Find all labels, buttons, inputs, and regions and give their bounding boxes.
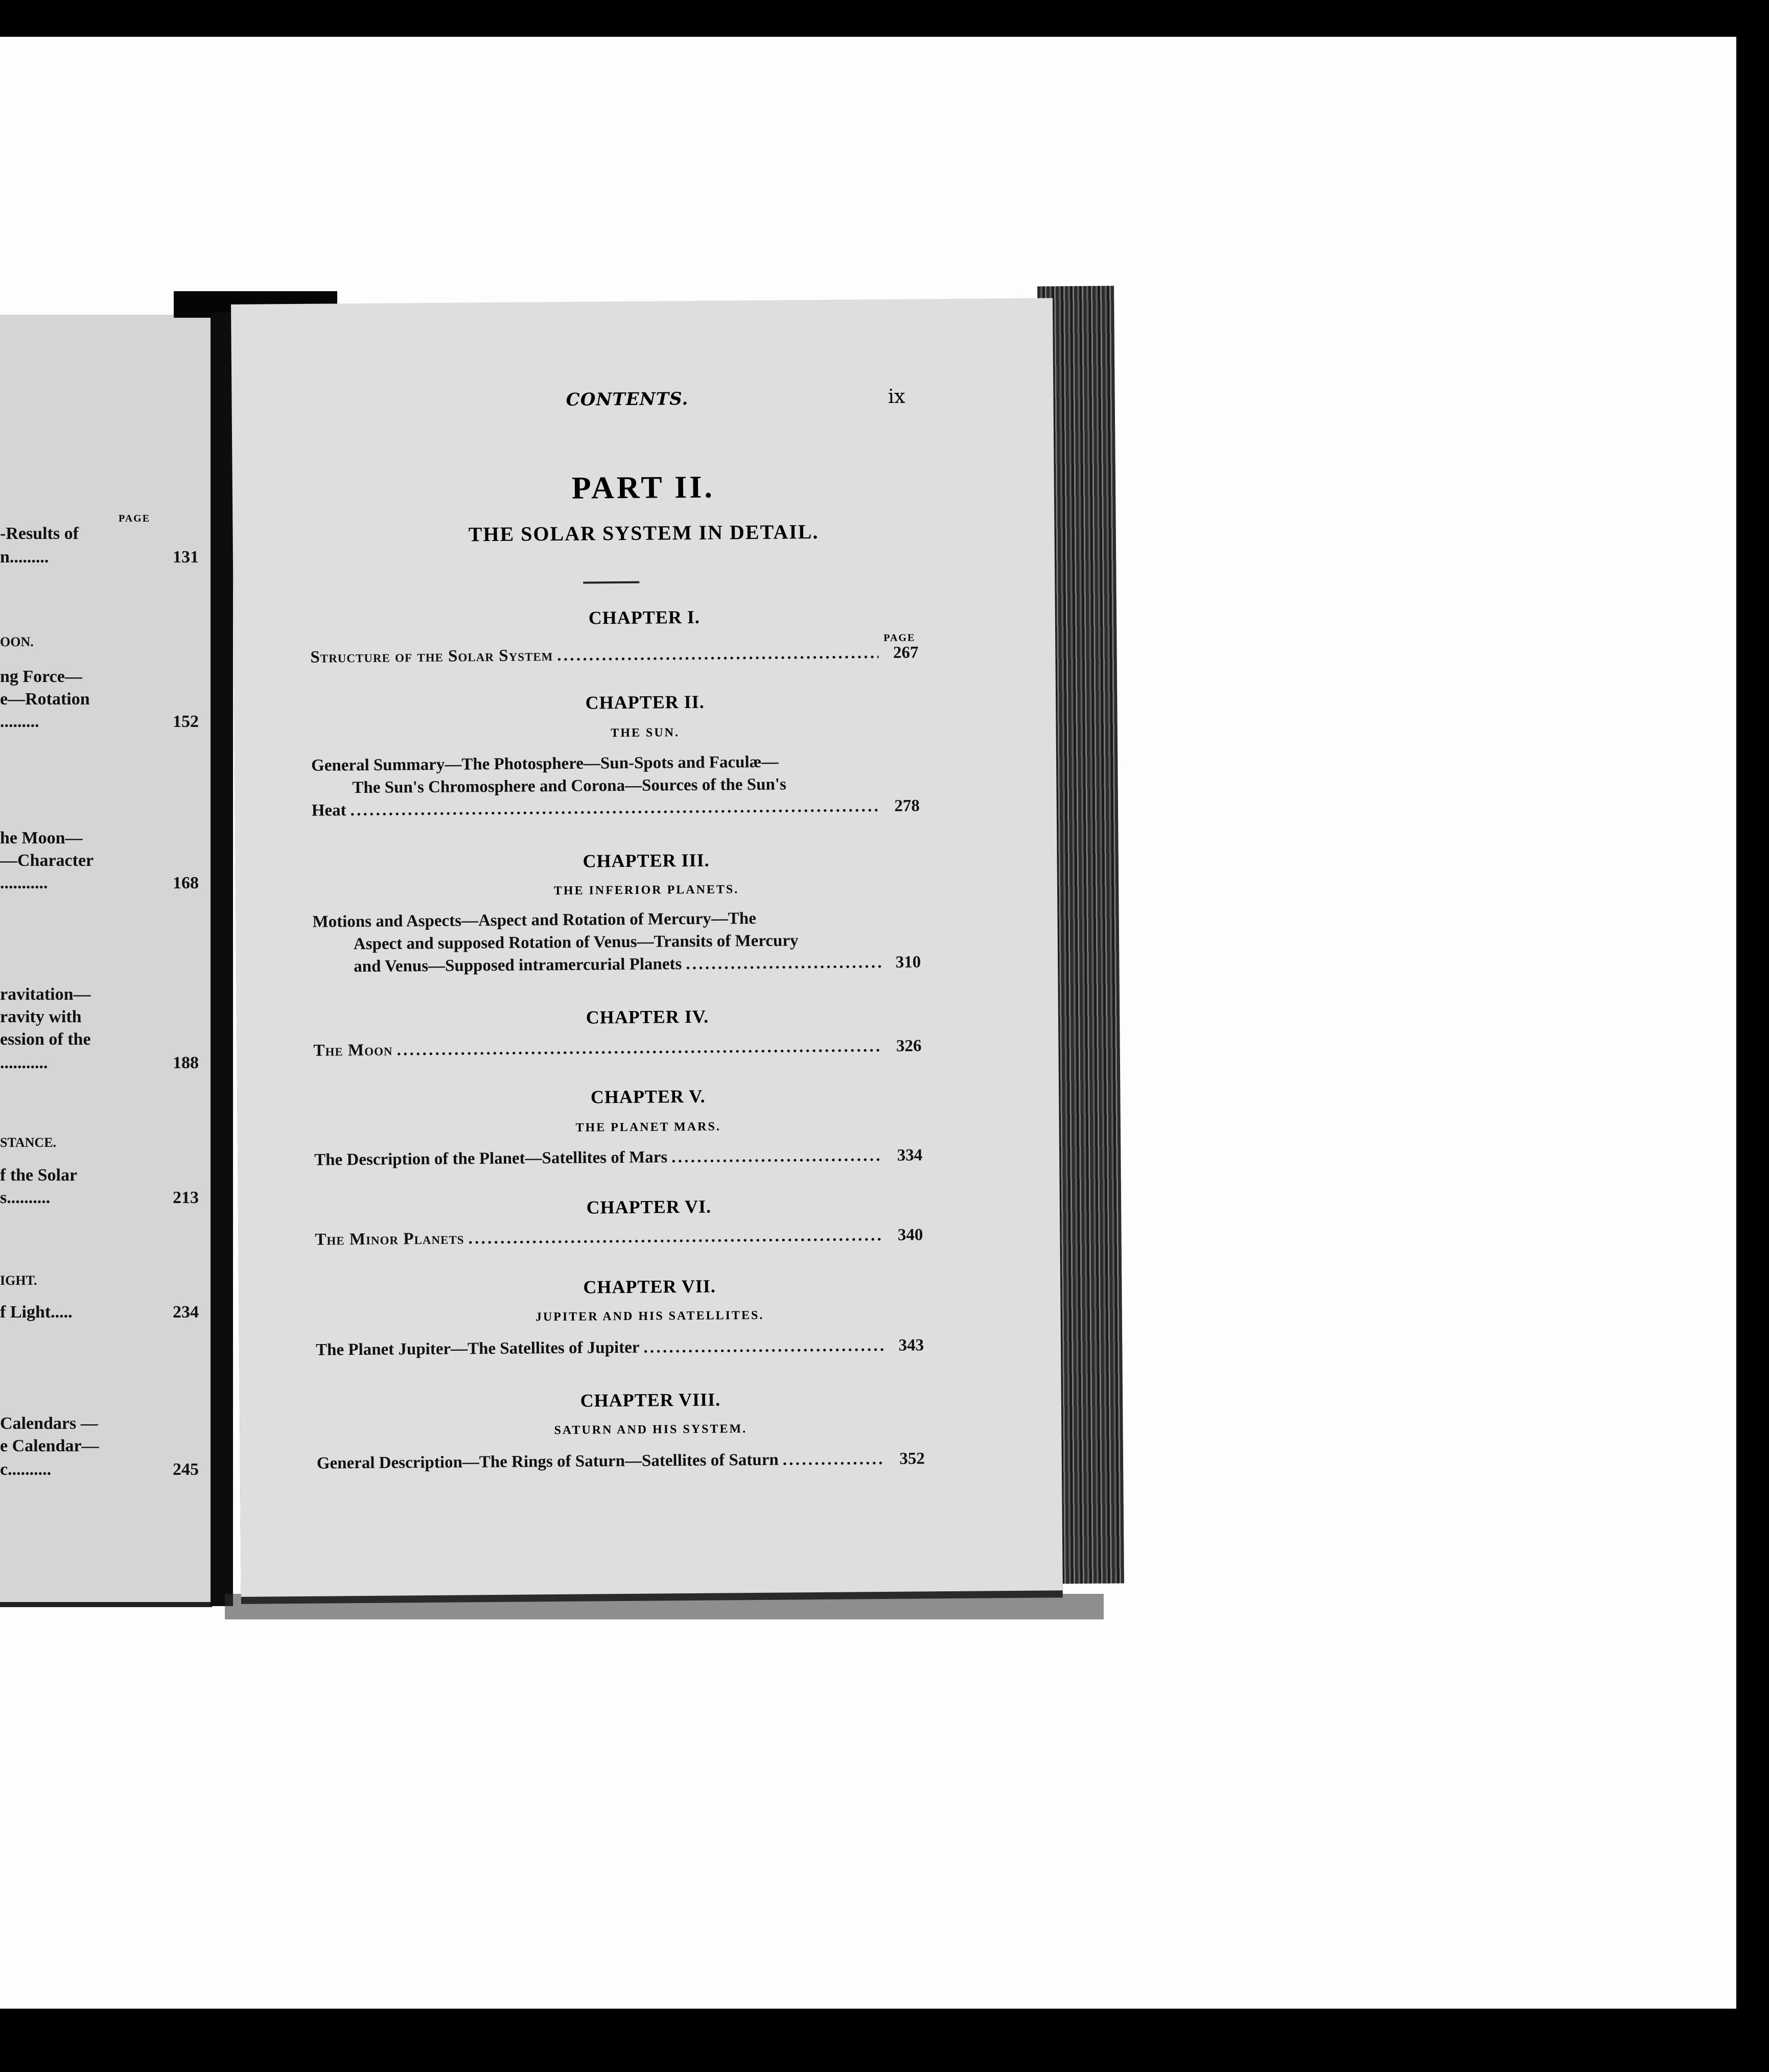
- left-page-number: 188: [173, 1053, 199, 1072]
- chapter-heading: CHAPTER VII.: [583, 1276, 716, 1298]
- entry-text: Motions and Aspects—Aspect and Rotation of Mercury—The: [312, 909, 757, 931]
- entry-text: Structure of the Solar System: [310, 646, 553, 667]
- page-column-label: PAGE: [883, 632, 916, 644]
- left-line: ng Force—: [0, 667, 82, 686]
- entry-page: 340: [897, 1226, 923, 1244]
- chapter-subtitle: JUPITER AND HIS SATELLITES.: [535, 1308, 764, 1324]
- toc-entry: [317, 1447, 925, 1474]
- part-title: PART II.: [571, 469, 715, 506]
- left-line: e Calendar—: [0, 1437, 99, 1455]
- book-gutter: [211, 313, 233, 1606]
- left-line: ravity with: [0, 1007, 82, 1026]
- entry-text: Heat: [311, 801, 346, 820]
- entry-text: and Venus—Supposed intramercurial Planets: [354, 955, 682, 976]
- entry-text: The Planet Jupiter—The Satellites of Jupiter: [315, 1338, 640, 1359]
- chapter-subtitle: SATURN AND HIS SYSTEM.: [554, 1422, 748, 1438]
- left-line: IGHT.: [0, 1273, 37, 1288]
- left-line: n.........: [0, 548, 49, 567]
- left-line: OON.: [0, 634, 34, 649]
- entry-text: The Minor Planets: [315, 1229, 464, 1249]
- chapter-subtitle: THE PLANET MARS.: [575, 1120, 721, 1135]
- left-page-number: 168: [173, 874, 199, 892]
- left-line: ravitation—: [0, 985, 91, 1004]
- left-line: s..........: [0, 1188, 51, 1207]
- entry-text: General Summary—The Photosphere—Sun-Spots and Faculæ—: [311, 752, 779, 775]
- page-shadow: [225, 1594, 1104, 1619]
- toc-entry: [311, 749, 920, 821]
- chapter-heading: CHAPTER I.: [588, 606, 701, 628]
- toc-entry: [314, 1144, 922, 1171]
- chapter-heading: CHAPTER II.: [585, 691, 705, 713]
- left-line: ...........: [0, 1053, 48, 1072]
- part-subtitle: THE SOLAR SYSTEM IN DETAIL.: [468, 520, 819, 546]
- entry-page: 278: [894, 796, 920, 815]
- chapter-subtitle: THE SUN.: [611, 726, 680, 740]
- entry-page: 343: [898, 1336, 924, 1355]
- entry-text: The Moon: [313, 1041, 393, 1060]
- entry-page: 334: [897, 1146, 923, 1165]
- left-line: STANCE.: [0, 1135, 57, 1150]
- left-page: [0, 315, 212, 1607]
- entry-page: 326: [896, 1037, 922, 1055]
- toc-entry: [310, 641, 918, 668]
- left-page-number: 131: [173, 548, 199, 567]
- left-line: f Light.....: [0, 1303, 73, 1322]
- left-line: ...........: [0, 874, 48, 892]
- left-line: e—Rotation: [0, 690, 90, 709]
- chapter-heading: CHAPTER III.: [583, 850, 710, 872]
- page-folio: ix: [888, 385, 905, 408]
- left-line: Calendars —: [0, 1414, 98, 1433]
- entry-page: 310: [895, 953, 921, 972]
- entry-page: 352: [899, 1449, 925, 1468]
- entry-text: The Description of the Planet—Satellites of Mars: [314, 1148, 668, 1169]
- chapter-subtitle: THE INFERIOR PLANETS.: [553, 883, 739, 898]
- left-line: c..........: [0, 1460, 52, 1479]
- chapter-heading: CHAPTER V.: [590, 1086, 706, 1108]
- toc-entry: [316, 1334, 924, 1361]
- left-line: -Results of: [0, 524, 79, 543]
- entry-text: The Sun's Chromosphere and Corona—Sources of the Sun's: [352, 775, 786, 797]
- entry-page: 267: [893, 643, 919, 662]
- left-page-number: 213: [173, 1188, 199, 1207]
- running-title: CONTENTS.: [566, 388, 689, 410]
- left-page-label: PAGE: [119, 513, 151, 524]
- entry-text: Aspect and supposed Rotation of Venus—Transits of Mercury: [353, 931, 799, 954]
- left-line: .........: [0, 712, 39, 731]
- left-line: —Character: [0, 851, 94, 870]
- chapter-heading: CHAPTER VI.: [586, 1196, 712, 1218]
- chapter-heading: CHAPTER IV.: [586, 1006, 709, 1028]
- left-page-number: 234: [173, 1303, 199, 1322]
- left-page-number: 245: [173, 1460, 199, 1479]
- left-line: he Moon—: [0, 829, 83, 847]
- toc-entry: [313, 1034, 921, 1062]
- divider-rule: [583, 581, 639, 584]
- chapter-heading: CHAPTER VIII.: [580, 1389, 721, 1411]
- left-line: f the Solar: [0, 1166, 78, 1185]
- left-line: ession of the: [0, 1030, 91, 1049]
- left-page-number: 152: [173, 712, 199, 731]
- right-page: [231, 298, 1063, 1597]
- toc-entry: [312, 906, 921, 978]
- entry-text: General Description—The Rings of Saturn—Satellites of Saturn: [316, 1450, 779, 1473]
- toc-entry: [315, 1223, 923, 1251]
